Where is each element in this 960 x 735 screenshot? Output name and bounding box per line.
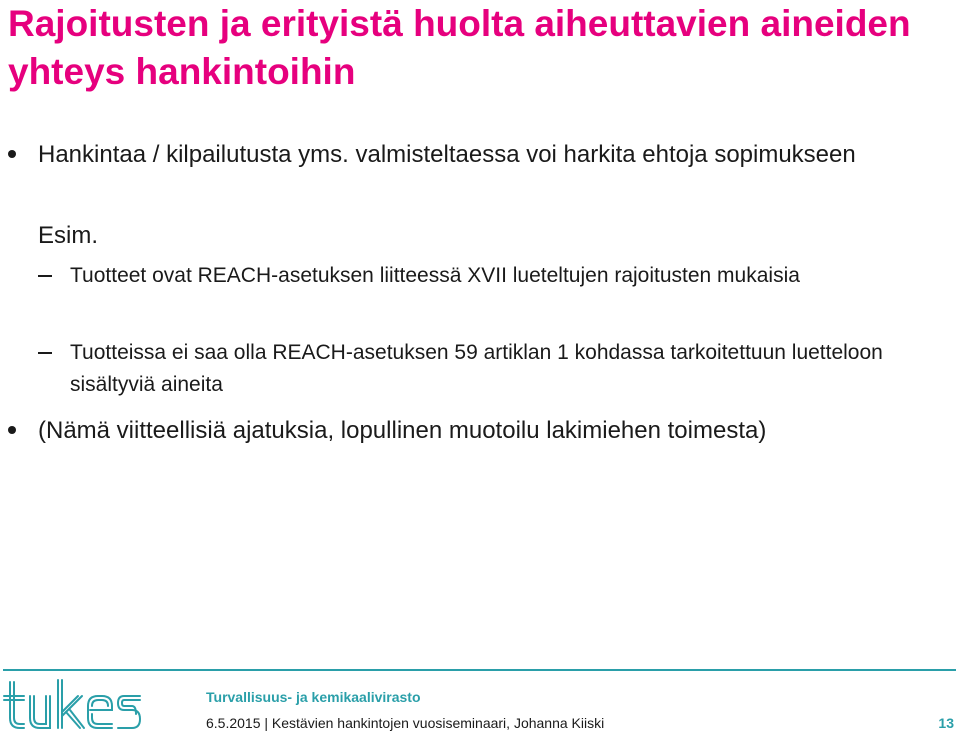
page-number: 13: [938, 715, 954, 731]
footer-info: 6.5.2015 | Kestävien hankintojen vuosiseminaari, Johanna Kiiski: [206, 715, 605, 731]
slide-title: Rajoitusten ja erityistä huolta aiheuttavien aineiden yhteys hankintoihin: [8, 3, 911, 92]
bullet-text: Hankintaa / kilpailutusta yms. valmisteltaessa voi harkita ehtoja sopimukseen: [38, 141, 856, 168]
bullet-icon: [8, 150, 16, 158]
sub-item-text: Tuotteissa ei saa olla REACH-asetuksen 59 artiklan 1 kohdassa tarkoitettuun luetteloon sisältyviä aineita: [70, 341, 883, 396]
sub-item-text: Tuotteet ovat REACH-asetuksen liitteessä XVII lueteltujen rajoitusten mukaisia: [70, 264, 800, 287]
example-label: Esim.: [38, 222, 98, 249]
dash-icon: [38, 275, 52, 277]
bullet-icon: [8, 426, 16, 434]
bullet-text: (Nämä viitteellisiä ajatuksia, lopullinen muotoilu lakimiehen toimesta): [38, 417, 767, 444]
organization-name: Turvallisuus- ja kemikaalivirasto: [206, 689, 421, 705]
footer-divider: [3, 669, 956, 671]
tukes-logo: [2, 678, 142, 732]
dash-icon: [38, 352, 52, 354]
